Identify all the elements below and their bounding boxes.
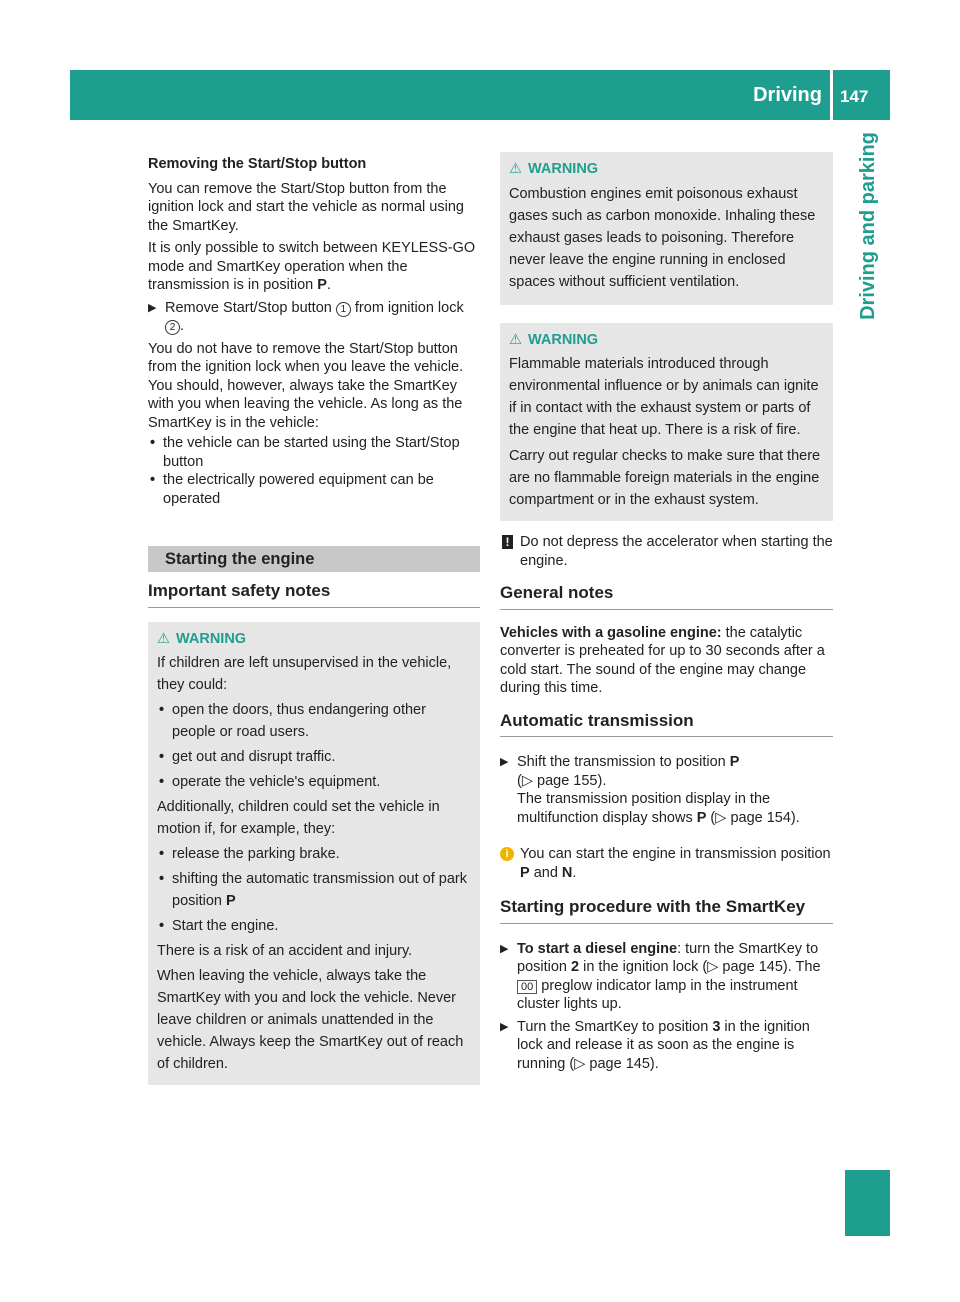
section-title: Starting the engine <box>148 546 480 572</box>
removing-p1: You can remove the Start/Stop button from the ignition lock and start the vehicle as normal using the SmartKey. <box>148 180 464 234</box>
smartkey-heading: Starting procedure with the SmartKey <box>500 898 833 924</box>
step-arrow-icon: ▶ <box>500 756 509 768</box>
warning-text: There is a risk of an accident and injury. <box>157 943 413 959</box>
smartkey-step-1: ▶ To start a diesel engine: turn the SmartKey to position 2 in the ignition lock (▷ page 145). The 00 preglow indicator lamp in the instrument cluster lights up. <box>500 940 821 1012</box>
list-item: • shifting the automatic transmission out of park position P <box>157 868 471 912</box>
page-number: 147 <box>840 87 869 106</box>
warning-heading: ⚠ WARNING <box>157 630 247 647</box>
list-item: • get out and disrupt traffic. <box>157 746 471 768</box>
general-heading: General notes <box>500 584 833 610</box>
right-column <box>500 152 833 1073</box>
warning-heading: ⚠ WARNING <box>509 161 599 177</box>
step-arrow-icon: ▶ <box>500 1020 509 1033</box>
smartkey-step-2: ▶ Turn the SmartKey to position 3 in the ignition lock and release it as soon as the engine is running (▷ page 145). <box>500 1018 810 1072</box>
warning-box-children <box>148 622 480 1086</box>
header-separator <box>830 70 833 120</box>
list-item: • open the doors, thus endangering other people or road users. <box>157 699 471 743</box>
warning-text: If children are left unsupervised in the vehicle, they could: <box>157 655 452 693</box>
list-item: • the vehicle can be started using the Start/Stop button <box>148 434 480 471</box>
step-arrow-icon: ▶ <box>500 942 509 955</box>
warning-triangle-icon: ⚠ <box>509 331 522 348</box>
automatic-heading: Automatic transmission <box>500 712 833 738</box>
side-tab-label: Driving and parking <box>856 132 879 320</box>
warning-triangle-icon: ⚠ <box>157 630 170 647</box>
info-note: i You can start the engine in transmission position P and N. <box>500 845 833 882</box>
warning-list <box>157 699 471 793</box>
removing-heading: Removing the Start/Stop button <box>148 156 367 172</box>
warning-list <box>157 843 471 937</box>
warning-text: When leaving the vehicle, always take the SmartKey with you and lock the vehicle. Never leave children or animals unattended in the vehicle. Always keep the SmartKey out of reach of children. <box>157 968 464 1072</box>
info-icon: i <box>500 847 514 861</box>
warning-box-exhaust <box>500 152 833 305</box>
left-column <box>148 155 480 1085</box>
chapter-title: Driving <box>753 84 822 106</box>
side-tab-block <box>845 1170 890 1236</box>
warning-heading: ⚠ WARNING <box>509 331 599 348</box>
list-item: • the electrically powered equipment can be operated <box>148 471 480 508</box>
removing-p3: You do not have to remove the Start/Stop button from the ignition lock when you leave the vehicle. You should, however, always take the SmartKey with you when leaving the vehicle. As long as the SmartKey is in the vehicle: <box>148 340 464 431</box>
step-arrow-icon: ▶ <box>148 301 157 314</box>
warning-text: Carry out regular checks to make sure that there are no flammable foreign materials in the engine compartment or in the exhaust system. <box>509 448 821 508</box>
callout-2-icon: 2 <box>165 320 180 335</box>
notice-icon: ! <box>502 535 513 549</box>
callout-1-icon: 1 <box>336 302 351 317</box>
list-item: • release the parking brake. <box>157 843 471 865</box>
notice: ! Do not depress the accelerator when starting the engine. <box>500 533 833 570</box>
removing-p2: It is only possible to switch between KEYLESS-GO mode and SmartKey operation when the transmission is in position P. <box>148 240 476 293</box>
warning-text: Combustion engines emit poisonous exhaust gases such as carbon monoxide. Inhaling these exhaust gases leads to poisoning. Therefore never leave the engine running in enclosed spaces without sufficient ventilation. <box>509 185 816 290</box>
removing-list <box>148 434 480 508</box>
general-text: Vehicles with a gasoline engine: the catalytic converter is preheated for up to 30 seconds after a cold start. The sound of the engine may change during this time. <box>500 624 825 696</box>
list-item: • Start the engine. <box>157 915 471 937</box>
warning-text: Flammable materials introduced through environmental influence or by animals can ignite if in contact with the exhaust system or parts of the engine that heat up. There is a risk of fire. <box>509 356 819 438</box>
auto-step: ▶ Shift the transmission to position P (▷ page 155). The transmission position display in the multifunction display shows P (▷ page 154). <box>500 754 800 826</box>
list-item: • operate the vehicle's equipment. <box>157 771 471 793</box>
warning-triangle-icon: ⚠ <box>509 161 522 177</box>
warning-text: Additionally, children could set the vehicle in motion if, for example, they: <box>157 799 440 837</box>
safety-heading: Important safety notes <box>148 582 480 608</box>
side-tab <box>845 125 890 327</box>
warning-box-flammable <box>500 323 833 522</box>
preglow-icon: 00 <box>517 980 537 994</box>
removing-step: ▶ Remove Start/Stop button 1 from ignition lock 2 . <box>148 299 464 334</box>
